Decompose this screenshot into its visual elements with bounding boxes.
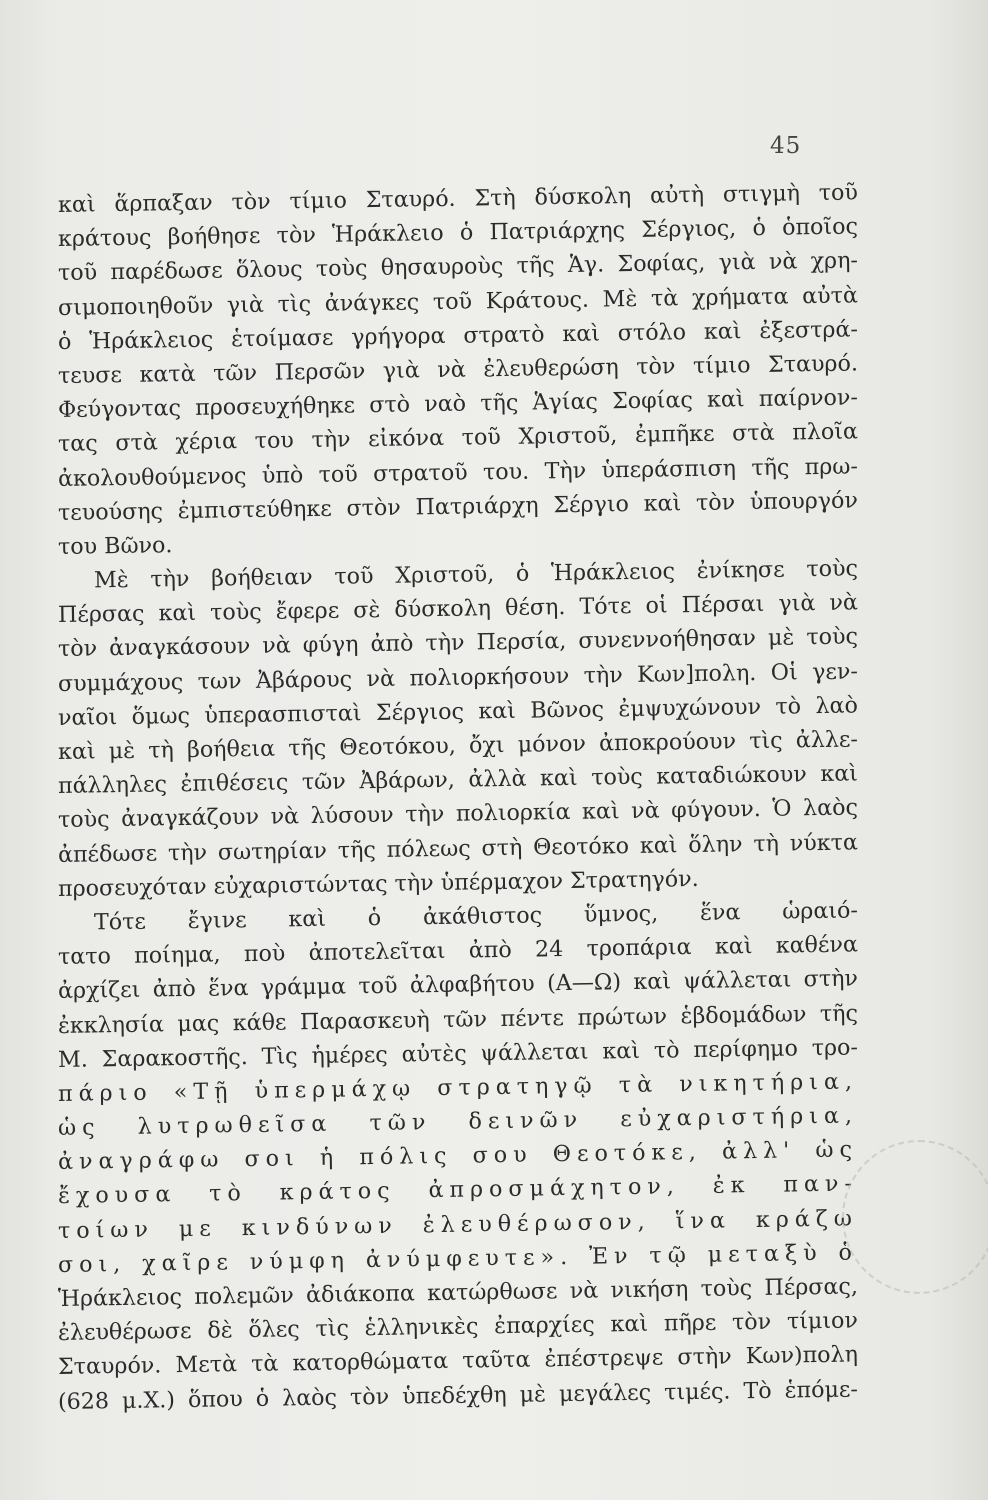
body-text [57, 179, 859, 1419]
text-line: συμμάχους των Ἀβάρους νὰ πολιορκήσουν τὴν Κων]πολη. Οἱ γεν- [57, 658, 859, 697]
text-line: τοίων με κινδύνων ἐλευθέρωσον, ἵνα κράζω [57, 1205, 859, 1244]
text-line: πάριο «Τῇ ὑπερμάχῳ στρατηγῷ τὰ νικητήρια, [57, 1068, 859, 1107]
text-line: ἀναγράφω σοι ἡ πόλις σου Θεοτόκε, ἀλλ' ὡς [57, 1136, 859, 1176]
text-line: τευσε κατὰ τῶν Περσῶν γιὰ νὰ ἐλευθερώση τὸν τίμιο Σταυρό. [57, 350, 859, 389]
text-line: ἀρχίζει ἀπὸ ἕνα γράμμα τοῦ ἀλφαβήτου (Α—Ω) καὶ ψάλλεται στὴν [57, 965, 859, 1005]
text-line: πάλληλες ἐπιθέσεις τῶν Ἀβάρων, ἀλλὰ καὶ τοὺς καταδιώκουν καὶ [57, 760, 859, 800]
text-line: ἀπέδωσε τὴν σωτηρίαν τῆς πόλεως στὴ Θεοτόκο καὶ ὅλην τὴ νύκτα [57, 828, 859, 868]
text-line: Μ. Σαρακοστῆς. Τὶς ἡμέρες αὐτὲς ψάλλεται καὶ τὸ περίφημο τρο- [57, 1034, 859, 1073]
text-line: ἀκολουθούμενος ὑπὸ τοῦ στρατοῦ του. Τὴν ὑπεράσπιση τῆς πρω- [57, 452, 859, 492]
text-line: κράτους βοήθησε τὸν Ἡράκλειο ὁ Πατριάρχης Σέργιος, ὁ ὁποῖος [57, 213, 859, 253]
page-number: 45 [770, 133, 802, 159]
text-line: ναῖοι ὅμως ὑπερασπισταὶ Σέργιος καὶ Βῶνος ἐμψυχώνουν τὸ λαὸ [57, 692, 859, 731]
text-line: Μὲ τὴν βοήθειαν τοῦ Χριστοῦ, ὁ Ἡράκλειος ἐνίκησε τοὺς [93, 555, 859, 594]
text-line: ἐκκλησία μας κάθε Παρασκευὴ τῶν πέντε πρώτων ἑβδομάδων τῆς [57, 999, 859, 1039]
text-line: τοὺς ἀναγκάζουν νὰ λύσουν τὴν πολιορκία καὶ νὰ φύγουν. Ὁ λαὸς [57, 794, 859, 834]
text-line: τευούσης ἐμπιστεύθηκε στὸν Πατριάρχη Σέργιο καὶ τὸν ὑπουργόν [57, 487, 859, 526]
text-line: καὶ μὲ τὴ βοήθεια τῆς Θεοτόκου, ὄχι μόνον ἀποκρούουν τὶς ἀλλε- [57, 726, 859, 765]
text-line: Ἡράκλειος πολεμῶν ἀδιάκοπα κατώρθωσε νὰ νικήση τοὺς Πέρσας, [57, 1273, 859, 1312]
text-line: σιμοποιηθοῦν γιὰ τὶς ἀνάγκες τοῦ Κράτους. Μὲ τὰ χρήματα αὐτὰ [57, 281, 859, 321]
text-line: τας στὰ χέρια του τὴν εἰκόνα τοῦ Χριστοῦ, ἐμπῆκε στὰ πλοῖα [57, 418, 859, 458]
text-line: ὡς λυτρωθεῖσα τῶν δεινῶν εὐχαριστήρια, [57, 1102, 859, 1142]
text-line: Τότε ἔγινε καὶ ὁ ἀκάθιστος ὕμνος, ἕνα ὡραιό- [93, 897, 859, 936]
text-line: τατο ποίημα, ποὺ ἀποτελεῖται ἀπὸ 24 τροπάρια καὶ καθένα [57, 931, 859, 971]
text-line: προσευχόταν εὐχαριστώντας τὴν ὑπέρμαχον Στρατηγόν. [57, 865, 699, 902]
text-line: (628 μ.Χ.) ὅπου ὁ λαὸς τὸν ὑπεδέχθη μὲ μεγάλες τιμές. Τὸ ἑπόμε- [57, 1375, 859, 1415]
text-line: καὶ ἅρπαξαν τὸν τίμιο Σταυρό. Στὴ δύσκολη αὐτὴ στιγμὴ τοῦ [57, 179, 859, 218]
text-line: τοῦ παρέδωσε ὅλους τοὺς θησαυροὺς τῆς Ἁγ. Σοφίας, γιὰ νὰ χρη- [57, 247, 859, 287]
text-line: ὁ Ἡράκλειος ἑτοίμασε γρήγορα στρατὸ καὶ στόλο καὶ ἐξεστρά- [57, 316, 859, 355]
text-line: του Βῶνο. [57, 532, 173, 560]
text-line: ἐλευθέρωσε δὲ ὅλες τὶς ἑλληνικὲς ἐπαρχίες καὶ πῆρε τὸν τίμιον [57, 1307, 859, 1347]
text-line: τὸν ἀναγκάσουν νὰ φύγη ἀπὸ τὴν Περσία, συνεννοήθησαν μὲ τοὺς [57, 623, 859, 663]
text-line: Φεύγοντας προσευχήθηκε στὸ ναὸ τῆς Ἁγίας Σοφίας καὶ παίρνον- [57, 384, 859, 424]
library-stamp-mark [842, 1140, 988, 1294]
text-line: Πέρσας καὶ τοὺς ἔφερε σὲ δύσκολη θέση. Τότε οἱ Πέρσαι γιὰ νὰ [57, 589, 859, 629]
text-line: Σταυρόν. Μετὰ τὰ κατορθώματα ταῦτα ἐπέστρεψε στὴν Κων)πολη [57, 1341, 859, 1381]
text-line: σοι, χαῖρε νύμφη ἀνύμφευτε». Ἐν τῷ μεταξὺ ὁ [57, 1239, 859, 1278]
text-line: ἔχουσα τὸ κράτος ἀπροσμάχητον, ἐκ παν- [57, 1170, 859, 1210]
